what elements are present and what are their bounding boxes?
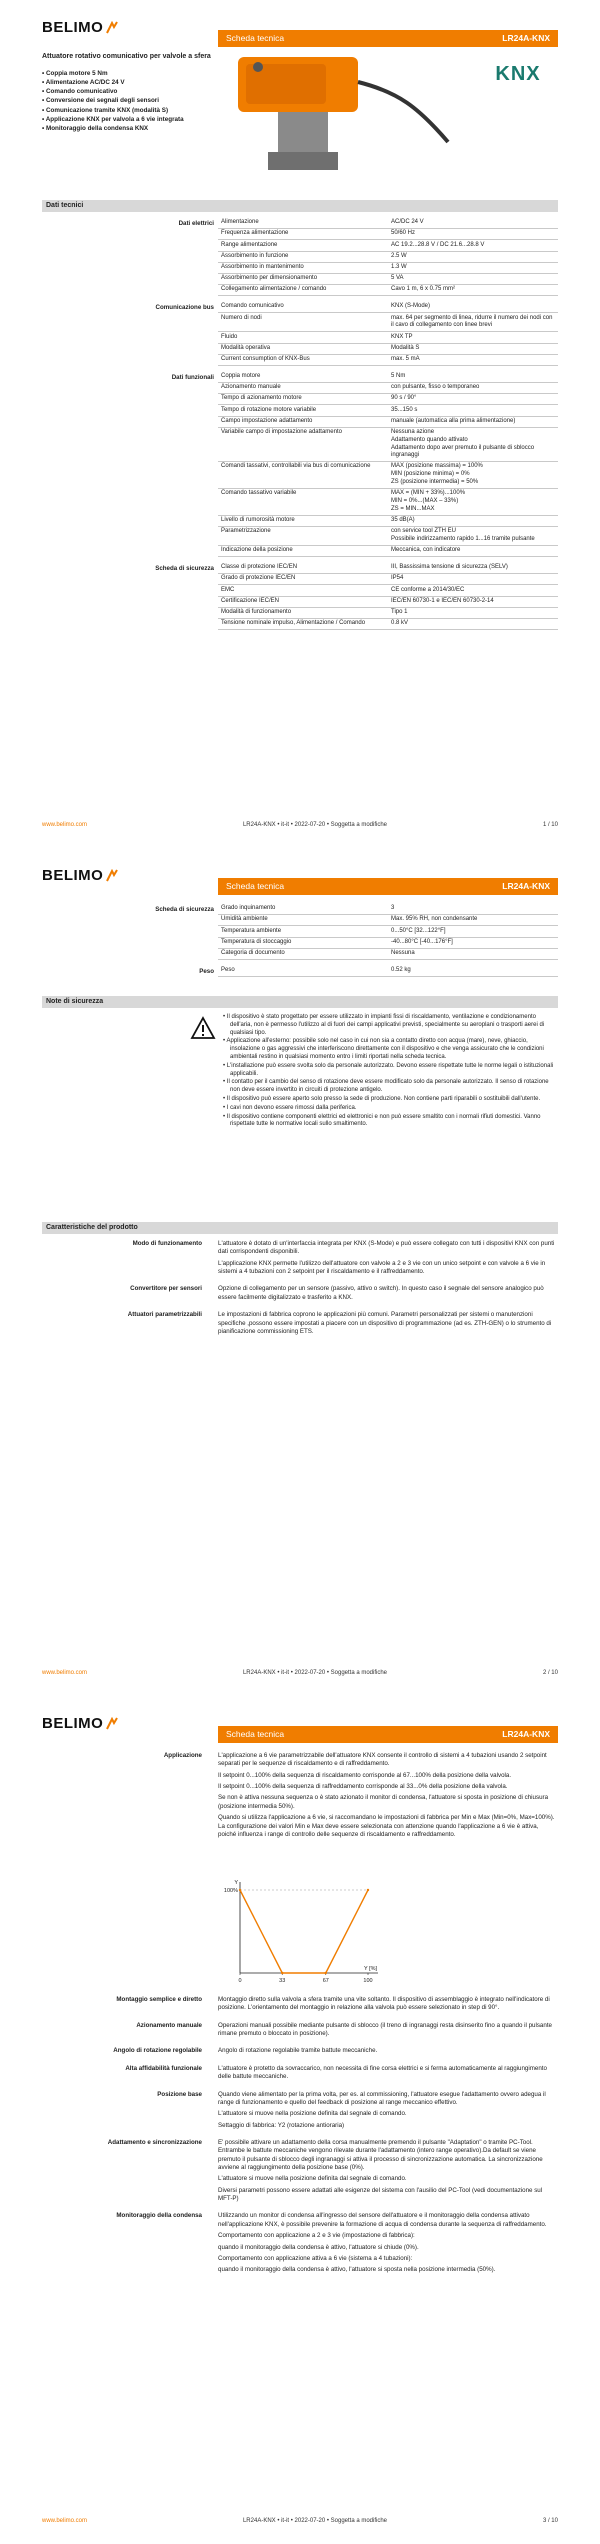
spec-value: 0.52 kg	[388, 966, 558, 977]
feature-item: • Comunicazione tramite KNX (modalità S)	[42, 106, 212, 115]
spec-row	[218, 596, 558, 607]
spec-value: 35 dB(A)	[388, 515, 558, 526]
spec-value: AC/DC 24 V	[388, 218, 558, 229]
spec-value: KNX (S-Mode)	[388, 302, 558, 313]
spec-key: Indicazione della posizione	[218, 545, 388, 556]
spec-key: Certificazione IEC/EN	[218, 596, 388, 607]
spec-value: III, Bassissima tensione di sicurezza (SELV)	[388, 563, 558, 574]
feature-item: • Alimentazione AC/DC 24 V	[42, 78, 212, 87]
spec-value: MAX = (MIN + 33%)...100% MIN = 0%...(MAX – 33%) ZS = MIN...MAX	[388, 489, 558, 516]
footer-doc: LR24A-KNX • it-it • 2022-07-20 • Soggetta a modifiche	[242, 1670, 388, 1677]
six-way-chart	[218, 1878, 388, 1990]
spec-key: Grado di protezione IEC/EN	[218, 574, 388, 585]
spec-row	[218, 313, 558, 332]
spec-key: Alimentazione	[218, 218, 388, 229]
spec-value: IP54	[388, 574, 558, 585]
spec-row	[218, 462, 558, 489]
spec-row	[218, 332, 558, 343]
spec-key: Comando comunicativo	[218, 302, 388, 313]
spec-value: Tipo 1	[388, 607, 558, 618]
feature-block	[0, 2022, 600, 2042]
data-point	[281, 1972, 283, 1974]
spec-row	[218, 966, 558, 977]
paragraph: Utilizzando un monitor di condensa all'ingresso del sensore dell'attuatore e il monitoraggio della condensa attivato nell'applicazione KNX, è possibile prevenire la formazione di acqua di condensa durante la sequenza di raffreddamento.	[218, 2212, 547, 2228]
feature-item: • Coppia motore 5 Nm	[42, 69, 212, 78]
spec-value: Modalità S	[388, 343, 558, 354]
footer-doc: LR24A-KNX • it-it • 2022-07-20 • Soggetta a modifiche	[242, 2518, 388, 2525]
spec-key: Comando tassativo variabile	[218, 489, 388, 516]
spec-value: 5 Nm	[388, 372, 558, 383]
spec-key: Temperatura ambiente	[218, 926, 388, 937]
paragraph: L'applicazione a 6 vie parametrizzabile dell'attuatore KNX consente il controllo di sistemi a 4 tubazioni usando 2 setpoint separati per le sequenze di riscaldamento e di raffreddamento.	[218, 1752, 547, 1768]
safety-item: • Il dispositivo può essere aperto solo presso la sede di produzione. Non contiene parti riparabili o sostituibili dall'utente.	[223, 1096, 558, 1104]
spec-group-label: Dati funzionali	[171, 373, 214, 381]
spec-value: 1.3 W	[388, 262, 558, 273]
spec-key: Peso	[218, 966, 388, 977]
spec-value: 0...50°C [32...122°F]	[388, 926, 558, 937]
paragraph: Operazioni manuali possibile mediante pulsante di sblocco (il treno di ingranaggi resta disinserito fino a quando il pulsante rimane premuto o bloccato in posizione).	[218, 2021, 552, 2038]
series-line	[240, 1890, 368, 1973]
spec-key: Azionamento manuale	[218, 383, 388, 394]
footer-url[interactable]: www.belimo.com	[42, 1670, 88, 1677]
spec-row	[218, 251, 558, 262]
safety-item: • I cavi non devono essere rimossi dalla periferica.	[223, 1105, 558, 1113]
header-title: Scheda tecnica	[226, 1728, 285, 1739]
feature-block	[0, 2047, 600, 2058]
header-band	[218, 30, 558, 47]
paragraph: L'applicazione KNX permette l'utilizzo dell'attuatore con valvole a 2 e 3 vie con un unico setpoint e con valvole a 6 vie in sistemi a 4 tubazioni con 2 setpoint per il riscaldamento e il raffreddamento.	[218, 1259, 546, 1276]
spec-group	[0, 218, 600, 296]
spec-value: IEC/EN 60730-1 e IEC/EN 60730-2-14	[388, 596, 558, 607]
feature-block	[0, 1240, 600, 1279]
spec-row	[218, 354, 558, 365]
spec-key: Classe di protezione IEC/EN	[218, 563, 388, 574]
belimo-mark-icon	[105, 869, 119, 883]
spec-row	[218, 285, 558, 296]
spec-row	[218, 416, 558, 427]
spec-row	[218, 607, 558, 618]
feature-block	[0, 1752, 600, 1842]
page-number: 3 / 10	[542, 2518, 558, 2525]
feature-block-label: Azionamento manuale	[136, 2021, 202, 2029]
feature-block	[0, 2139, 600, 2207]
spec-key: Parametrizzazione	[218, 526, 388, 545]
feature-block-label: Applicazione	[163, 1752, 202, 1759]
warning-icon	[190, 1016, 216, 1044]
paragraph: Le impostazioni di fabbrica coprono le applicazioni più comuni. Parametri personalizzati per sistemi o manutenzioni specifiche ,possono essere impostati a piacere con un dispositivo di programmazione (ad es. ZTH-GEN) o lo strumento di pianificazione commissioning ETS.	[218, 1311, 552, 1335]
spec-group	[0, 302, 600, 366]
product-image	[218, 52, 458, 187]
footer-url[interactable]: www.belimo.com	[42, 2518, 88, 2525]
spec-value: 5 VA	[388, 273, 558, 284]
spec-key: Grado inquinamento	[218, 904, 388, 915]
feature-list	[42, 69, 212, 133]
spec-key: EMC	[218, 585, 388, 596]
paragraph: Quando si utilizza l'applicazione a 6 vie, si raccomandano le impostazioni di fabbrica per Min e Max (Min=0%, Max=100%). La configurazione dei valori Min e Max deve essere selezionata con attenzione quando l'applicazione a 6 vie è attiva, poiché influenza i range di controllo delle sequenze di riscaldamento e raffreddamento.	[218, 1814, 555, 1838]
application-section	[0, 1752, 600, 1848]
feature-block-label: Monitoraggio della condensa	[116, 2212, 202, 2220]
spec-row	[218, 526, 558, 545]
paragraph: Diversi parametri possono essere adattati alle esigenze del sistema con l'ausilio del PC-Tool (vedi documentazione sul MFT-P)	[218, 2186, 543, 2203]
x-axis-label: Y [%]	[364, 1966, 378, 1972]
spec-group	[0, 563, 600, 630]
spec-key: Assorbimento in mantenimento	[218, 262, 388, 273]
spec-row	[218, 394, 558, 405]
spec-value: max. 5 mA	[388, 354, 558, 365]
paragraph: Angolo di rotazione regolabile tramite battute meccaniche.	[218, 2047, 378, 2055]
footer	[42, 1670, 558, 1678]
paragraph: quando il monitoraggio della condensa è attivo, l'attuatore si sposta nella posizione intermedia (50%).	[218, 2266, 496, 2274]
spec-key: Coppia motore	[218, 372, 388, 383]
feature-block-label: Modo di funzionamento	[132, 1240, 202, 1247]
spec-key: Frequenza alimentazione	[218, 229, 388, 240]
feature-item: • Conversione dei segnali degli sensori	[42, 96, 212, 105]
spec-value: 3	[388, 904, 558, 915]
paragraph: L'attuatore è protetto da sovraccarico, non necessita di fine corsa elettrici e si ferma automaticamente al raggiungimento delle battute meccaniche.	[218, 2064, 547, 2081]
feature-block	[0, 2091, 600, 2133]
spec-group	[0, 966, 600, 977]
spec-row	[218, 343, 558, 354]
page-1	[0, 0, 600, 848]
spec-value: max. 64 per segmento di linea, ridurre il numero dei nodi con il cavo di collegamento con linee brevi	[388, 313, 558, 332]
spec-key: Temperatura di stoccaggio	[218, 937, 388, 948]
knx-logo: KNX	[495, 63, 541, 85]
header-band	[218, 1726, 558, 1743]
spec-value: -40...80°C [-40...176°F]	[388, 937, 558, 948]
spec-key: Assorbimento per dimensionamento	[218, 273, 388, 284]
spec-value: 90 s / 90°	[388, 394, 558, 405]
spec-group-label: Comunicazione bus	[155, 304, 214, 312]
spec-group-label: Peso	[199, 967, 214, 975]
spec-key: Modalità di funzionamento	[218, 607, 388, 618]
technical-data	[0, 218, 600, 636]
spec-key: Variabile campo di impostazione adattamento	[218, 427, 388, 462]
feature-block	[0, 2065, 600, 2085]
header-title: Scheda tecnica	[226, 880, 285, 891]
spec-row	[218, 302, 558, 313]
feature-item: • Comando comunicativo	[42, 87, 212, 96]
page-3	[0, 1696, 600, 2544]
spec-row	[218, 937, 558, 948]
belimo-logo: BELIMO	[42, 18, 119, 38]
paragraph: quando il monitoraggio della condensa è attivo, l'attuatore si chiude (0%).	[218, 2243, 419, 2251]
safety-item: • Il dispositivo contiene componenti elettrici ed elettronici e non può essere smaltito con i normali rifiuti domestici. Vanno rispettate tutte le normative locali sullo smaltimento.	[223, 1114, 558, 1130]
data-point	[367, 1889, 369, 1891]
spec-value: KNX TP	[388, 332, 558, 343]
product-characteristics	[0, 1240, 600, 1345]
spec-value: Cavo 1 m, 6 x 0.75 mm²	[388, 285, 558, 296]
spec-key: Numero di nodi	[218, 313, 388, 332]
spec-row	[218, 915, 558, 926]
paragraph: Comportamento con applicazione attiva a 6 vie (sistema a 4 tubazioni):	[218, 2254, 413, 2262]
header-code: LR24A-KNX	[502, 880, 550, 891]
belimo-logo: BELIMO	[42, 1714, 119, 1734]
data-point	[239, 1889, 241, 1891]
spec-key: Umidità ambiente	[218, 915, 388, 926]
spec-key: Range alimentazione	[218, 240, 388, 251]
spec-key: Tempo di azionamento motore	[218, 394, 388, 405]
paragraph: Opzione di collegamento per un sensore (passivo, attivo o switch). In questo caso il segnale del sensore analogico può essere facilmente digitalizzato e trasferito a KNX.	[218, 1285, 544, 1301]
spec-row	[218, 229, 558, 240]
feature-block	[0, 2212, 600, 2277]
page-number: 2 / 10	[542, 1670, 558, 1677]
spec-row	[218, 427, 558, 462]
technical-data-cont	[0, 904, 600, 983]
paragraph: L'attuatore si muove nella posizione definita dal segnale di comando.	[218, 2110, 407, 2118]
paragraph: Settaggio di fabbrica: Y2 (rotazione antioraria)	[218, 2121, 345, 2129]
spec-row	[218, 489, 558, 516]
spec-group-label: Dati elettrici	[178, 220, 214, 227]
belimo-mark-icon	[105, 21, 119, 35]
spec-row	[218, 904, 558, 915]
feature-block	[0, 1996, 600, 2016]
spec-row	[218, 545, 558, 556]
feature-block-label: Angolo di rotazione regolabile	[113, 2047, 202, 2055]
spec-row	[218, 405, 558, 416]
spec-row	[218, 563, 558, 574]
spec-row	[218, 262, 558, 273]
page-2	[0, 848, 600, 1696]
spec-value: MAX (posizione massima) = 100% MIN (posizione minima) = 0% ZS (posizione intermedia) = 50%	[388, 462, 558, 489]
spec-row	[218, 218, 558, 229]
intro	[42, 52, 212, 133]
paragraph: L'attuatore si muove nella posizione definita dal segnale di comando.	[218, 2175, 407, 2183]
feature-block-label: Montaggio semplice e diretto	[116, 1996, 202, 2003]
spec-key: Current consumption of KNX-Bus	[218, 354, 388, 365]
data-point	[325, 1972, 327, 1974]
feature-item: • Applicazione KNX per valvola a 6 vie integrata	[42, 115, 212, 124]
spec-key: Campo impostazione adattamento	[218, 416, 388, 427]
y-tick-label: 100%	[223, 1888, 238, 1894]
spec-key: Modalità operativa	[218, 343, 388, 354]
spec-key: Assorbimento in funzione	[218, 251, 388, 262]
header-title: Scheda tecnica	[226, 32, 285, 43]
safety-item: • L'installazione può essere svolta solo da personale autorizzato. Devono essere rispettate tutte le norme legali o istituzionali applicabili.	[223, 1063, 558, 1079]
x-tick-label: 100	[363, 1978, 373, 1984]
feature-block-label: Attuatori parametrizzabili	[127, 1311, 202, 1319]
y-axis-label: Y	[234, 1880, 238, 1886]
spec-value: con service tool ZTH EU Possibile indirizzamento rapido 1...16 tramite pulsante	[388, 526, 558, 545]
x-tick-label: 67	[322, 1978, 329, 1984]
footer-doc: LR24A-KNX • it-it • 2022-07-20 • Soggetta a modifiche	[242, 822, 388, 829]
feature-block	[0, 1311, 600, 1339]
feature-item: • Monitoraggio della condensa KNX	[42, 124, 212, 133]
spec-row	[218, 240, 558, 251]
feature-block-label: Posizione base	[157, 2090, 202, 2098]
feature-block	[0, 1285, 600, 1305]
spec-key: Tensione nominale impulso, Alimentazione / Comando	[218, 618, 388, 629]
spec-value: AC 19.2...28.8 V / DC 21.6...28.8 V	[388, 240, 558, 251]
feature-block-label: Adattamento e sincronizzazione	[107, 2138, 202, 2146]
safety-item: • Il contatto per il cambio del senso di rotazione deve essere modificato solo da personale autorizzato. Il senso di rotazione non deve essere invertito in circuiti di protezione antigelo.	[223, 1079, 558, 1095]
spec-key: Fluido	[218, 332, 388, 343]
spec-row	[218, 383, 558, 394]
header-code: LR24A-KNX	[502, 1728, 550, 1739]
spec-group	[0, 904, 600, 960]
spec-row	[218, 618, 558, 629]
spec-value: 35...150 s	[388, 405, 558, 416]
paragraph: L'attuatore è dotato di un'interfaccia integrata per KNX (S-Mode) e può essere collegato con tutti i dispositivi KNX con punti dati corrispondenti disponibili.	[218, 1240, 555, 1256]
spec-value: Meccanica, con indicatore	[388, 545, 558, 556]
spec-key: Categoria di documento	[218, 948, 388, 959]
spec-value: CE conforme a 2014/30/EC	[388, 585, 558, 596]
section-dati-tecnici: Dati tecnici	[42, 200, 558, 212]
feature-block-label: Convertitore per sensori	[130, 1285, 202, 1293]
section-caratteristiche: Caratteristiche del prodotto	[42, 1222, 558, 1234]
spec-row	[218, 948, 558, 959]
spec-key: Comandi tassativi, controllabili via bus di comunicazione	[218, 462, 388, 489]
spec-row	[218, 273, 558, 284]
paragraph: Comportamento con applicazione a 2 e 3 vie (impostazione di fabbrica):	[218, 2232, 415, 2240]
footer	[42, 2518, 558, 2526]
product-subtitle: Attuatore rotativo comunicativo per valvole a sfera	[42, 53, 211, 60]
header-band	[218, 878, 558, 895]
footer	[42, 822, 558, 830]
belimo-mark-icon	[105, 1717, 119, 1731]
spec-key: Livello di rumorosità motore	[218, 515, 388, 526]
spec-group-label: Scheda di sicurezza	[155, 565, 214, 573]
spec-value: Max. 95% RH, non condensante	[388, 915, 558, 926]
spec-group-label: Scheda di sicurezza	[155, 906, 214, 913]
x-tick-label: 0	[238, 1978, 242, 1984]
paragraph: Montaggio diretto sulla valvola a sfera tramite una vite soltanto. Il dispositivo di assemblaggio è integrato nell'indicatore di posizione. L'orientamento del montaggio in relazione alla valvola può essere selezionato in step di 90°.	[218, 1996, 550, 2012]
spec-value: con pulsante, fisso o temporaneo	[388, 383, 558, 394]
spec-key: Collegamento alimentazione / comando	[218, 285, 388, 296]
paragraph: E' possibile attivare un adattamento della corsa manualmente premendo il pulsante "Adaptation" o tramite PC-Tool. Entrambe le battute meccaniche vengono rilevate durante l'adattamento (intero range operativo).Da default se viene premuto il pulsante di sblocco degli ingranaggi si attiva il processo di sincronizzazione automatica. La sincronizzazione avviene al raggiungimento della posizione base (0%).	[218, 2138, 543, 2172]
belimo-logo: BELIMO	[42, 866, 119, 886]
spec-value: Nessuna	[388, 948, 558, 959]
spec-row	[218, 574, 558, 585]
spec-value: 50/60 Hz	[388, 229, 558, 240]
spec-key: Tempo di rotazione motore variabile	[218, 405, 388, 416]
spec-value: manuale (automatica alla prima alimentazione)	[388, 416, 558, 427]
x-tick-label: 33	[279, 1978, 286, 1984]
spec-value: 2.5 W	[388, 251, 558, 262]
spec-value: Nessuna azione Adattamento quando attivato Adattamento dopo aver premuto il pulsante di sblocco ingranaggi	[388, 427, 558, 462]
paragraph: Il setpoint 0...100% della sequenza di riscaldamento corrisponde al 67...100% della posizione della valvola.	[218, 1771, 512, 1779]
safety-item: • Il dispositivo è stato progettato per essere utilizzato in impianti fissi di riscaldamento, ventilazione e condizionamento dell'aria, non è permesso l'utilizzo al di fuori dei campi applicativi previsti, specialmente su aeroplani o trasporti aerei di qualsiasi tipo.	[223, 1014, 558, 1037]
spec-row	[218, 515, 558, 526]
paragraph: Quando viene alimentato per la prima volta, per es. al commissioning, l'attuatore esegue l'adattamento ovvero adegua il range di funzionamento e quello del feedback di posizione al range meccanico effettivo.	[218, 2090, 546, 2106]
safety-notes	[223, 1014, 558, 1130]
paragraph: Il setpoint 0...100% della sequenza di raffreddamento corrisponde al 33...0% della posizione della valvola.	[218, 1783, 508, 1791]
spec-value: 0.8 kV	[388, 618, 558, 629]
section-note-sicurezza: Note di sicurezza	[42, 996, 558, 1008]
spec-row	[218, 372, 558, 383]
feature-block-label: Alta affidabilità funzionale	[125, 2064, 202, 2072]
spec-row	[218, 926, 558, 937]
safety-item: • Applicazione all'esterno: possibile solo nel caso in cui non sia a contatto diretto con acqua (mare), neve, ghiaccio, insolazione o gas aggressivi che interferiscono direttamente con il dispositivo e che venga assicurato che le condizioni ambientali restino in qualsiasi momento entro i limiti riportati nella scheda tecnica.	[223, 1038, 558, 1061]
page-number: 1 / 10	[542, 822, 558, 829]
footer-url[interactable]: www.belimo.com	[42, 822, 88, 829]
product-features-cont	[0, 1996, 600, 2284]
header-code: LR24A-KNX	[502, 32, 550, 43]
spec-group	[0, 372, 600, 557]
spec-row	[218, 585, 558, 596]
paragraph: Se non è attiva nessuna sequenza o è stato azionato il monitor di condensa, l'attuatore si sposta in posizione di chiusura (posizione intermedia 50%).	[218, 1794, 549, 1810]
